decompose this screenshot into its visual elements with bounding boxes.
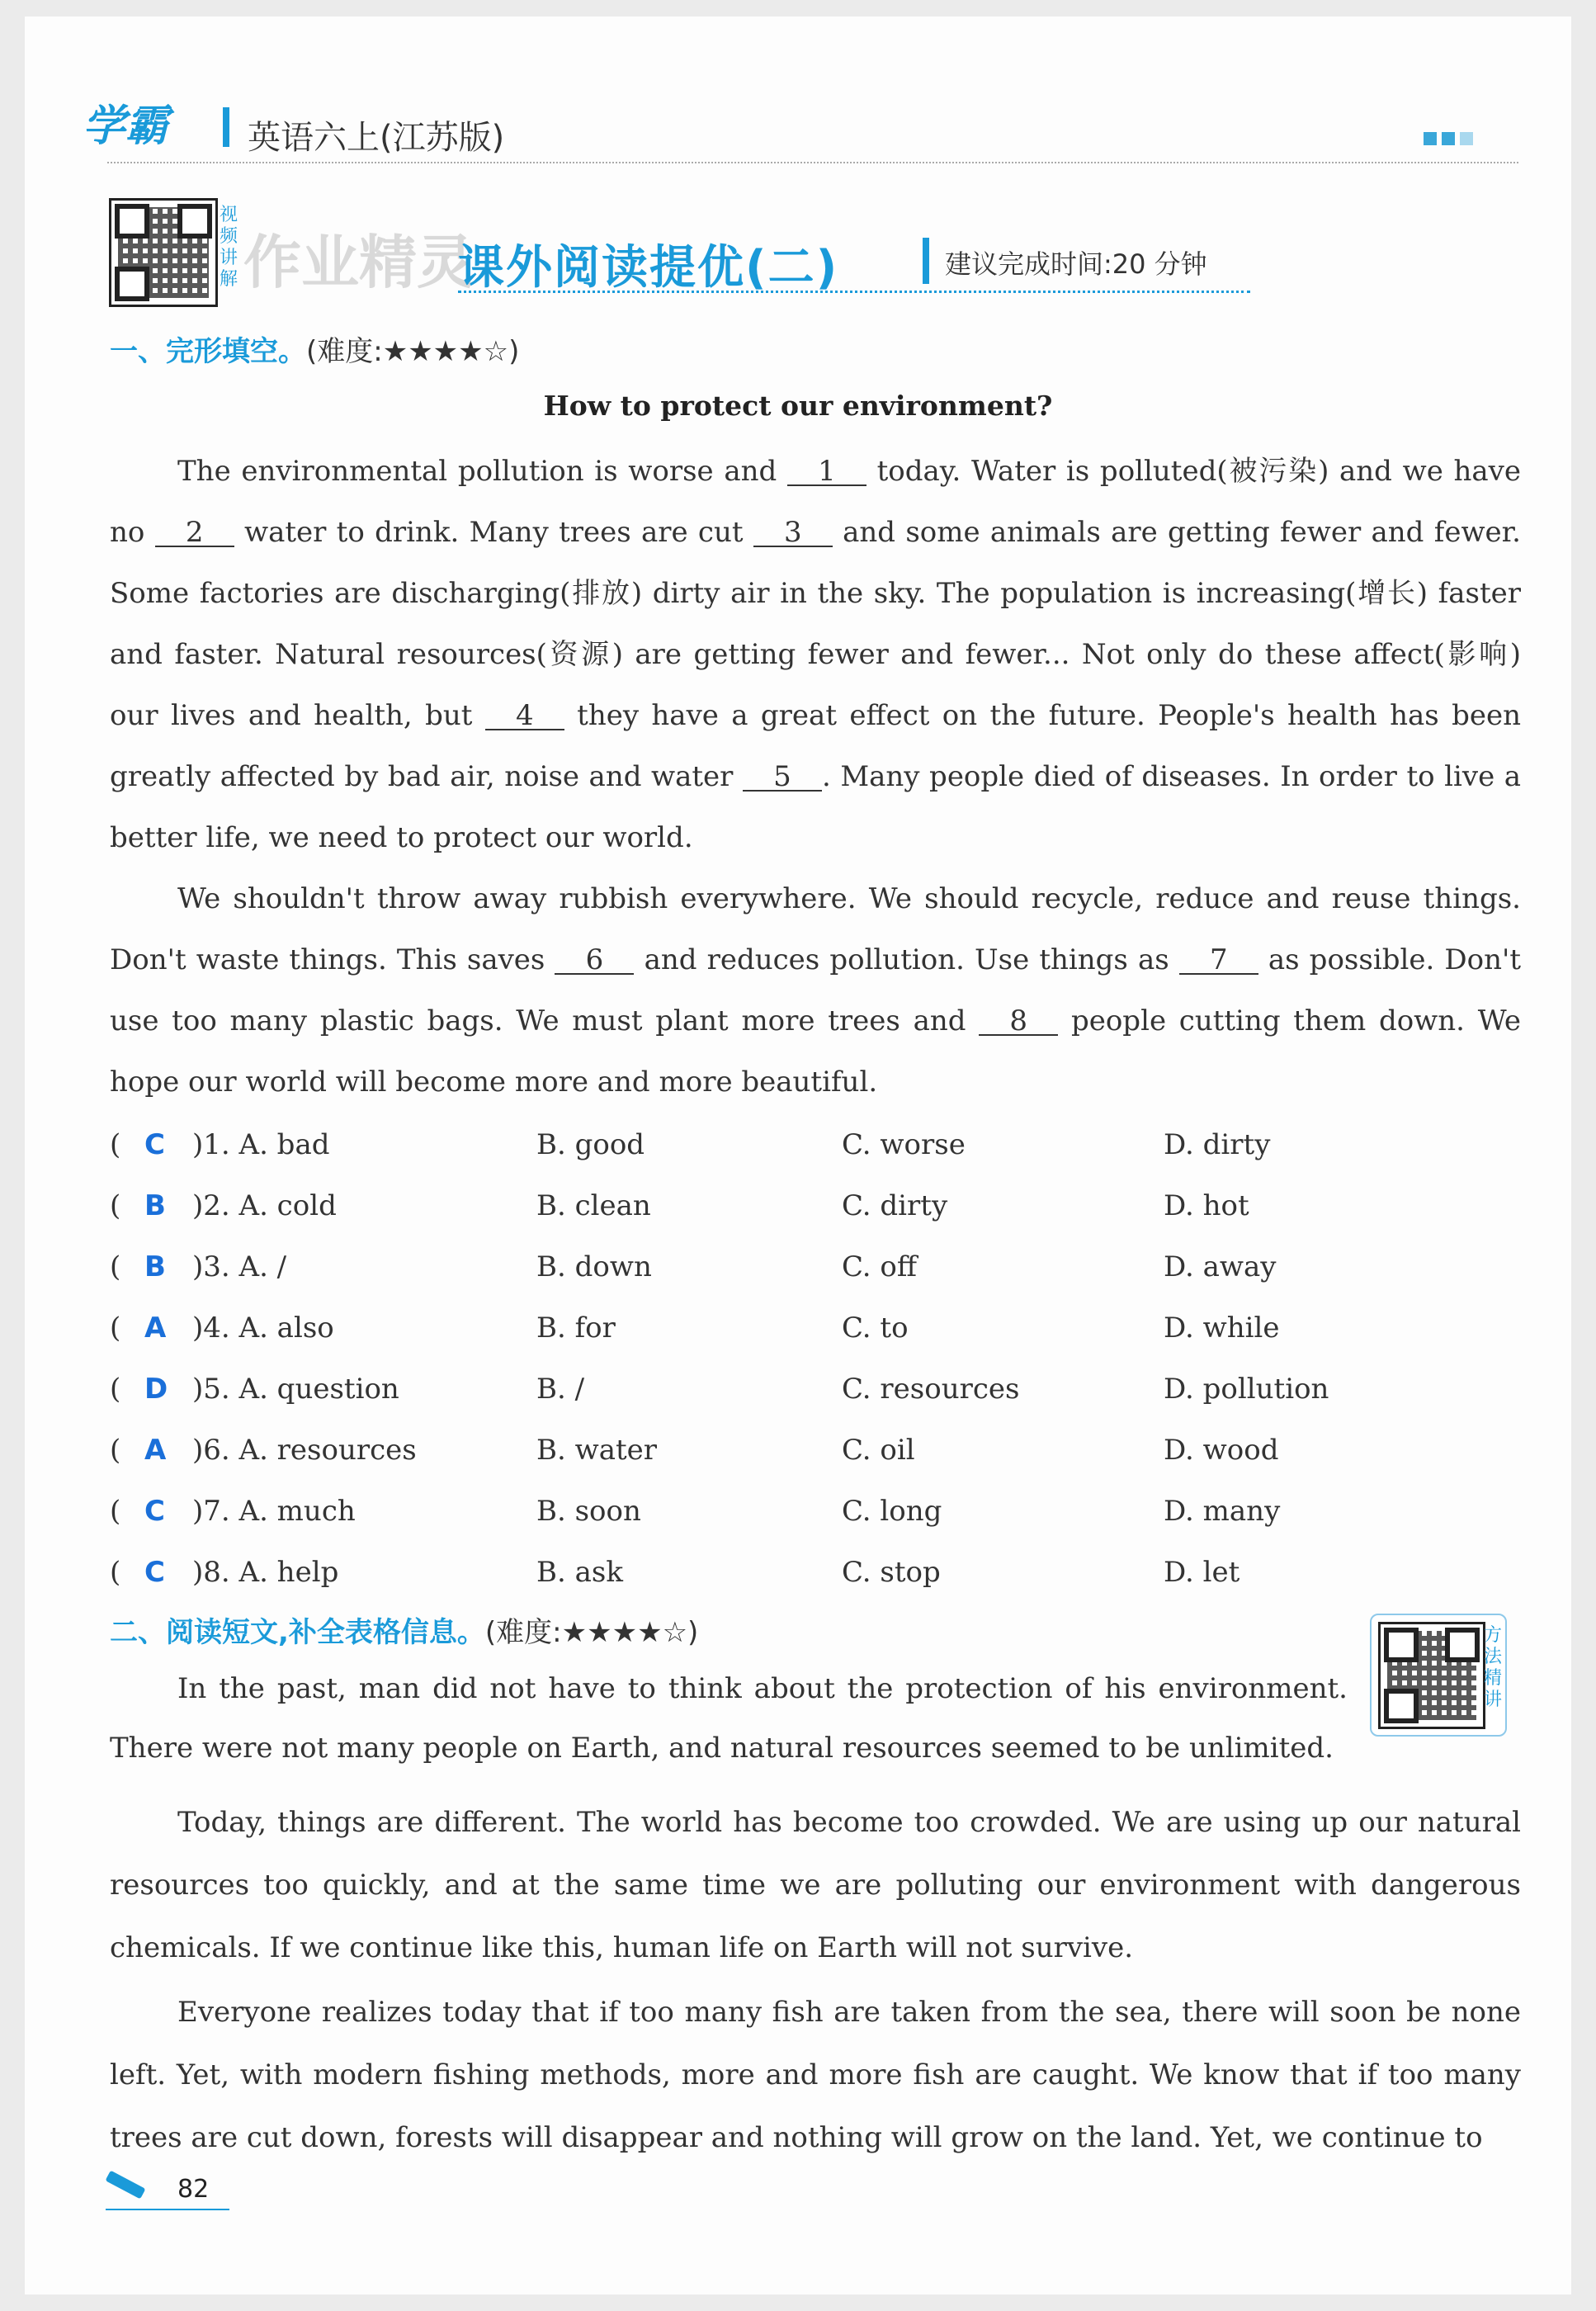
answer-mark: B (144, 1250, 166, 1283)
story-title: How to protect our environment? (543, 390, 1053, 422)
blank-6: 6 (555, 947, 634, 975)
question-row: ( B )2. A. cold B. clean C. dirty D. hot (110, 1175, 1521, 1236)
title-divider (923, 238, 929, 284)
page-number: 82 (177, 2175, 210, 2204)
blank-4: 4 (485, 702, 564, 730)
blank-7: 7 (1179, 947, 1258, 975)
header-divider (223, 107, 229, 147)
qr-code-method[interactable] (1378, 1622, 1485, 1729)
section-1-heading: 一、完形填空。(难度:★★★★☆) (110, 335, 520, 368)
difficulty-rating: (难度:★★★★☆) (484, 1616, 699, 1649)
footer-rule (106, 2209, 229, 2210)
answer-mark: A (144, 1311, 167, 1345)
lesson-title: 课外阅读提优(二) (458, 241, 839, 295)
publisher-logo: 学霸 (83, 102, 169, 151)
header-decoration (1424, 132, 1478, 149)
section-2-heading: 二、阅读短文,补全表格信息。(难度:★★★★☆) (110, 1616, 699, 1649)
header-rule (107, 162, 1518, 163)
blank-1: 1 (787, 458, 866, 486)
answer-mark: A (144, 1434, 167, 1467)
qr-video-label: 视频讲解 (219, 205, 238, 290)
answer-mark: C (144, 1556, 165, 1589)
question-row: ( A )4. A. also B. for C. to D. while (110, 1297, 1521, 1359)
question-row: ( B )3. A. / B. down C. off D. away (110, 1236, 1521, 1297)
suggested-time: 建议完成时间:20 分钟 (945, 248, 1207, 280)
question-row: ( C )8. A. help B. ask C. stop D. let (110, 1542, 1521, 1603)
blank-5: 5 (743, 763, 822, 792)
reading-paragraph-3: Everyone realizes today that if too many fish are taken from the sea, there will soon be none left. Yet, with modern fishing methods, more and more fish are caught. We know that if too many trees are cut down, forests will disappear and nothing will grow on the land. Yet, we continue to (110, 1996, 1521, 2154)
cloze-passage (110, 441, 1521, 1113)
question-row: ( C )7. A. much B. soon C. long D. many (110, 1481, 1521, 1542)
cloze-paragraph-1: The environmental pollution is worse and 1 today. Water is polluted(被污染) and we have no 2 water to drink. Many trees are cut 3 and some animals are getting fewer and fewer. Some factories are discharging(排放) dirty air in the sky. The population is increasing(增长) faster and faster. Natural resources(资源) are getting fewer and fewer... Not only do these affect(影响) our lives and health, but 4 they have a great effect on the future. People's health has been greatly affected by bad air, noise and water 5 . Many people died of diseases. In order to live a better life, we need to protect our world. (110, 455, 1522, 854)
answer-mark: C (144, 1495, 165, 1528)
watermark: 作业精灵 (243, 229, 475, 296)
qr-method-label: 方法精讲 (1483, 1625, 1502, 1710)
answer-mark: C (144, 1128, 165, 1161)
answer-mark: B (144, 1189, 166, 1222)
qr-code-video[interactable] (109, 198, 218, 307)
difficulty-rating: (难度:★★★★☆) (306, 335, 520, 368)
book-title: 英语六上(江苏版) (248, 119, 505, 157)
question-row: ( C )1. A. bad B. good C. worse D. dirty (110, 1114, 1521, 1175)
reading-paragraph-2: Today, things are different. The world has become too crowded. We are using up our natural resources too quickly, and at the same time we are polluting our environment with dangerous chemicals. If we continue like this, human life on Earth will not survive. (110, 1806, 1521, 1964)
title-underline (458, 291, 1250, 293)
reading-paragraph-1: In the past, man did not have to think about the protection of his environment. There were not many people on Earth, and natural resources seemed to be unlimited. (110, 1672, 1348, 1765)
blank-3: 3 (753, 519, 833, 547)
blank-8: 8 (979, 1008, 1058, 1036)
blank-2: 2 (155, 519, 234, 547)
answer-mark: D (144, 1373, 168, 1406)
question-row: ( A )6. A. resources B. water C. oil D. wood (110, 1420, 1521, 1481)
cloze-paragraph-2: We shouldn't throw away rubbish everywhere. We should recycle, reduce and reuse things. Don't waste things. This saves 6 and reduces pollution. Use things as 7 as possible. Don't use too many plastic bags. We must plant more trees and 8 people cutting them down. We hope our world will become more and more beautiful. (110, 882, 1522, 1099)
question-row: ( D )5. A. question B. / C. resources D. pollution (110, 1359, 1521, 1420)
qr-method-panel (1370, 1614, 1507, 1737)
